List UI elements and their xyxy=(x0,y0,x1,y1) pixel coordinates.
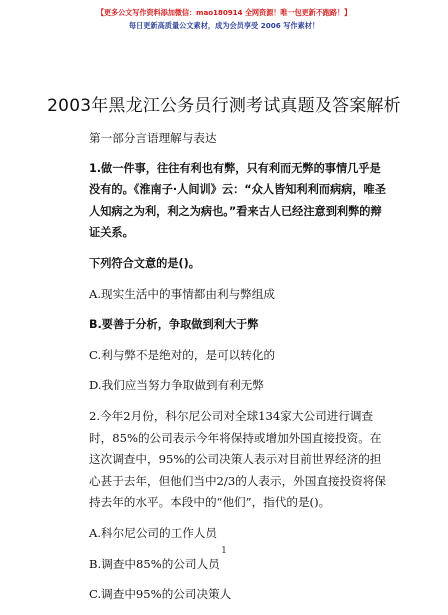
question-1-option-b: B.要善于分析，争取做到利大于弊 xyxy=(89,318,259,332)
question-2-text: 2.今年2月份，科尔尼公司对全球134家大公司进行调查时，85%的公司表示今年将保持或增加外国直接投资。在这次调查中，95%的公司决策人表示对目前世界经济的担心甚于去年，但他们当中2/3的人表示，外国直接投资将保持去年的水平。本段中的“他们”，指代的是()。 xyxy=(89,408,386,510)
question-2-option-c: C.调查中95%的公司决策人 xyxy=(89,587,232,602)
banner-line-1: 【更多公文写作资料添加微信：mao180914 全网资源！唯一包更新不跑路！】 xyxy=(96,8,352,17)
question-1-option-d: D.我们应当努力争取做到有利无弊 xyxy=(89,378,264,393)
question-1-option-c: C.利与弊不是绝对的，是可以转化的 xyxy=(89,347,276,362)
banner-line-2: 每日更新高质量公文素材，成为会员享受 2006 写作素材！ xyxy=(128,21,320,30)
question-2-option-b: B.调查中85%的公司人员 xyxy=(89,556,220,571)
document-title: 2003年黑龙江公务员行测考试真题及答案解析 xyxy=(47,96,401,116)
question-2-option-a: A.科尔尼公司的工作人员 xyxy=(89,525,217,540)
promo-banner xyxy=(0,6,448,32)
section-heading: 第一部分言语理解与表达 xyxy=(89,131,217,145)
question-1-text: 1.做一件事，往往有利也有弊，只有利而无弊的事情几乎是没有的。《淮南子·人间训》云：“众人皆知利利而病病，唯圣人知病之为利，利之为病也。”看来古人已经注意到利弊的辩证关系。 xyxy=(89,161,386,240)
question-1-prompt: 下列符合文意的是()。 xyxy=(89,256,200,270)
page-number: 1 xyxy=(221,546,227,556)
question-1-option-a: A.现实生活中的事情都由利与弊组成 xyxy=(89,286,275,301)
document-body xyxy=(89,128,389,615)
